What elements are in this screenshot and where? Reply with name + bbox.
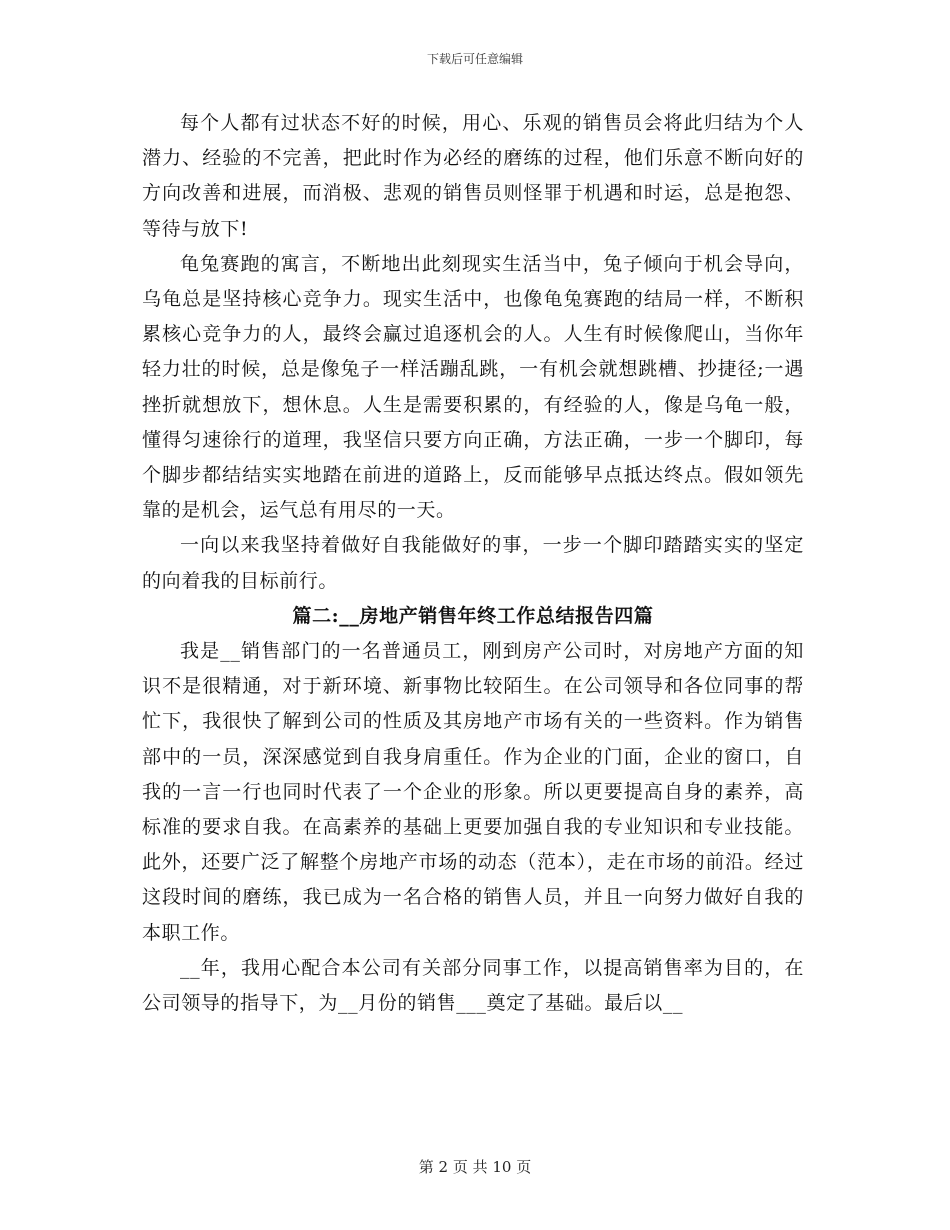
section-title: 篇二:__房地产销售年终工作总结报告四篇 [292,604,654,627]
paragraph: 每个人都有过状态不好的时候，用心、乐观的销售员会将此归结为个人潜力、经验的不完善，把此时作为必经的磨练的过程，他们乐意不断向好的方向改善和进展，而消极、悲观的销售员则怪罪于机遇和时运，总是抱怨、等待与放下! [142,112,804,240]
page-header: 下载后可任意编辑 [426,52,523,66]
paragraph: 我是__销售部门的一名普通员工，刚到房产公司时，对房地产方面的知识不是很精通，对于新环境、新事物比较陌生。在公司领导和各位同事的帮忙下，我很快了解到公司的性质及其房地产市场有关的一些资料。作为销售部中的一员，深深感觉到自我身肩重任。作为企业的门面，企业的窗口，自我的一言一行也同时代表了一个企业的形象。所以更要提高自身的素养，高标准的要求自我。在高素养的基础上更要加强自我的专业知识和专业技能。此外，还要广泛了解整个房地产市场的动态（范本），走在市场的前沿。经过这段时间的磨练，我已成为一名合格的销售人员，并且一向努力做好自我的本职工作。 [142,640,804,944]
document-body [142,106,804,1021]
paragraph: 一向以来我坚持着做好自我能做好的事，一步一个脚印踏踏实实的坚定的向着我的目标前行。 [142,534,804,592]
paragraph: __年，我用心配合本公司有关部分同事工作，以提高销售率为目的，在公司领导的指导下，为__月份的销售___奠定了基础。最后以__ [142,956,804,1015]
page-footer: 第 2 页 共 10 页 [418,1158,532,1176]
paragraph: 龟兔赛跑的寓言，不断地出此刻现实生活当中，兔子倾向于机会导向，乌龟总是坚持核心竞争力。现实生活中，也像龟兔赛跑的结局一样，不断积累核心竞争力的人，最终会赢过追逐机会的人。人生有时候像爬山，当你年轻力壮的时候，总是像兔子一样活蹦乱跳，一有机会就想跳槽、抄捷径;一遇挫折就想放下，想休息。人生是需要积累的，有经验的人，像是乌龟一般，懂得匀速徐行的道理，我坚信只要方向正确，方法正确，一步一个脚印，每个脚步都结结实实地踏在前进的道路上，反而能够早点抵达终点。假如领先靠的是机会，运气总有用尽的一天。 [142,252,804,522]
